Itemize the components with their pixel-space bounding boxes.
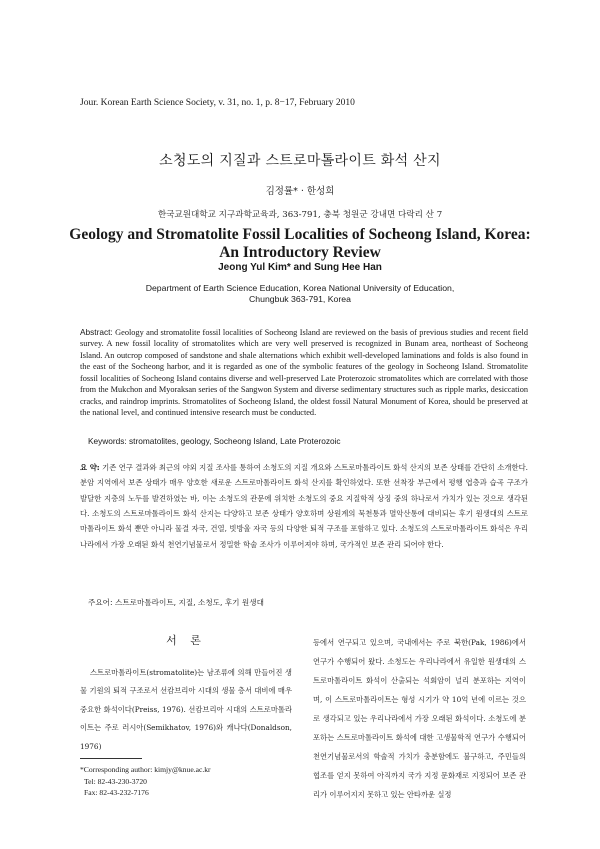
footnote-divider [80, 758, 142, 759]
section-title-introduction: 서 론 [166, 634, 206, 647]
english-title-line-1: Geology and Stromatolite Fossil Localities of Socheong Island, Korea: [69, 226, 531, 243]
korean-keywords: 주요어: 스트로마톨라이트, 지질, 소청도, 후기 원생대 [88, 598, 264, 607]
introduction-right-text: 등에서 연구되고 있으며, 국내에서는 주로 북한(Pak, 1986)에서 연구가 수행되어 왔다. 소청도는 우리나라에서 유일한 원생대의 스트로마톨라이트 화석이 산출되는 석회암이 널리 분포하는 지역이며, 이 스트로마톨라이트는 형성 시기가 약 10억 년에 이르는 것으로 생각되고 있는 우리나라에서 가장 오래된 화석이다. 소청도에 분포하는 스트로마톨라이트 화석에 대한 고생물학적 연구가 수행되어 천연기념물로서의 학술적 가치가 충분함에도 불구하고, 주민들의 협조를 얻지 못하여 아직까지 국가 지정 문화재로 지정되어 보존 관리가 이루어지지 못하고 있는 안타까운 실정 [313, 638, 526, 799]
english-title [60, 226, 540, 262]
left-column [80, 632, 292, 756]
abstract-label: Abstract: [80, 327, 113, 337]
right-column [313, 633, 526, 804]
korean-abstract-label: 요 약: [80, 463, 100, 472]
english-abstract [80, 327, 528, 419]
telephone: Tel: 82-43-230-3720 [84, 776, 147, 786]
footnote [80, 764, 292, 799]
korean-authors: 김정률* · 한성희 [265, 186, 335, 197]
abstract-text: Geology and stromatolite fossil localities of Socheong Island are reviewed on the basis of previous studies and recent field survey. A new fossil locality of stromatolites which are very well preserved is recognized in Bunam area, northeast of Socheong Island. An outcrop composed of sandstone and shale alternations which exhibit well-developed laminations and folds is also found in the east of the Socheong harbor, and it is regarded as one of the symbolic features of the geology in Socheong Island. Stromatolite fossil localities of Socheong Island contains diverse and well-preserved Late Proterozoic stromatolites which are correlated with those from the Mukchon and Myoraksan series of the Sangwon System and diverse sedimentary structures such as ripple marks, desiccation cracks, and raindrop imprints. Stromatolites of Socheong Island, the oldest fossil Natural Monument of Korea, should be preserved at the national level, and continued intensive research must be conducted. [80, 328, 528, 418]
introduction-left-text: 스트로마톨라이트(stromatolite)는 남조류에 의해 만들어진 생물 기원의 퇴적 구조로서 선캄브리아 시대의 생물 층서 대비에 매우 중요한 화석이다(Preiss, 1976). 선캄브리아 시대의 스트로마톨라이트는 주로 러시아(Semikhatov, 1976)와 캐나다(Donaldson, 1976) [80, 668, 292, 751]
korean-title: 소청도의 지질과 스트로마톨라이트 화석 산지 [159, 153, 441, 169]
english-affiliation-line-2: Chungbuk 363-791, Korea [249, 294, 351, 304]
journal-reference: Jour. Korean Earth Science Society, v. 31, no. 1, p. 8−17, February 2010 [80, 98, 355, 108]
english-title-line-2: An Introductory Review [219, 244, 381, 261]
korean-abstract-text: 기존 연구 결과와 최근의 야외 지질 조사를 통하여 소청도의 지질 개요와 스트로마톨라이트 화석 산지의 보존 상태를 간단히 소개한다. 분암 지역에서 보존 상태가 매우 양호한 새로운 스트로마톨라이트 화석 산지를 확인하였다. 또한 선착장 부근에서 평행 엽층과 습곡 구조가 발달한 지층의 노두를 발견하였는 바, 이는 소청도의 관문에 위치한 소청도의 중요 지질학적 상징 중의 하나로서 가치가 있는 것으로 생각된다. 소청도의 스트로마톨라이트 화석 산지는 다양하고 보존 상태가 양호하며 상원계의 묵천통과 멸악산통에 대비되는 후기 원생대의 스트로마톨라이트 화석 뿐만 아니라 물결 자국, 건열, 빗방울 자국 등의 다양한 퇴적 구조를 포함하고 있다. 소청도의 스트로마톨라이트 화석은 우리나라에서 가장 오래된 화석 천연기념물로서 정밀한 학술 조사가 이루어져야 하며, 국가적인 보존 관리 되어야 한다. [80, 463, 528, 549]
fax: Fax: 82-43-232-7176 [84, 788, 149, 798]
korean-affiliation: 한국교원대학교 지구과학교육과, 363-791, 충북 청원군 강내면 다락리 산 7 [157, 210, 443, 220]
english-keywords: Keywords: stromatolites, geology, Socheong Island, Late Proterozoic [88, 436, 341, 446]
english-affiliation-line-1: Department of Earth Science Education, Korea National University of Education, [145, 283, 455, 293]
korean-abstract [80, 460, 528, 552]
english-authors: Jeong Yul Kim* and Sung Hee Han [218, 262, 382, 273]
corresponding-author: *Corresponding author: kimjy@knue.ac.kr [80, 765, 211, 774]
english-affiliation [60, 283, 540, 305]
